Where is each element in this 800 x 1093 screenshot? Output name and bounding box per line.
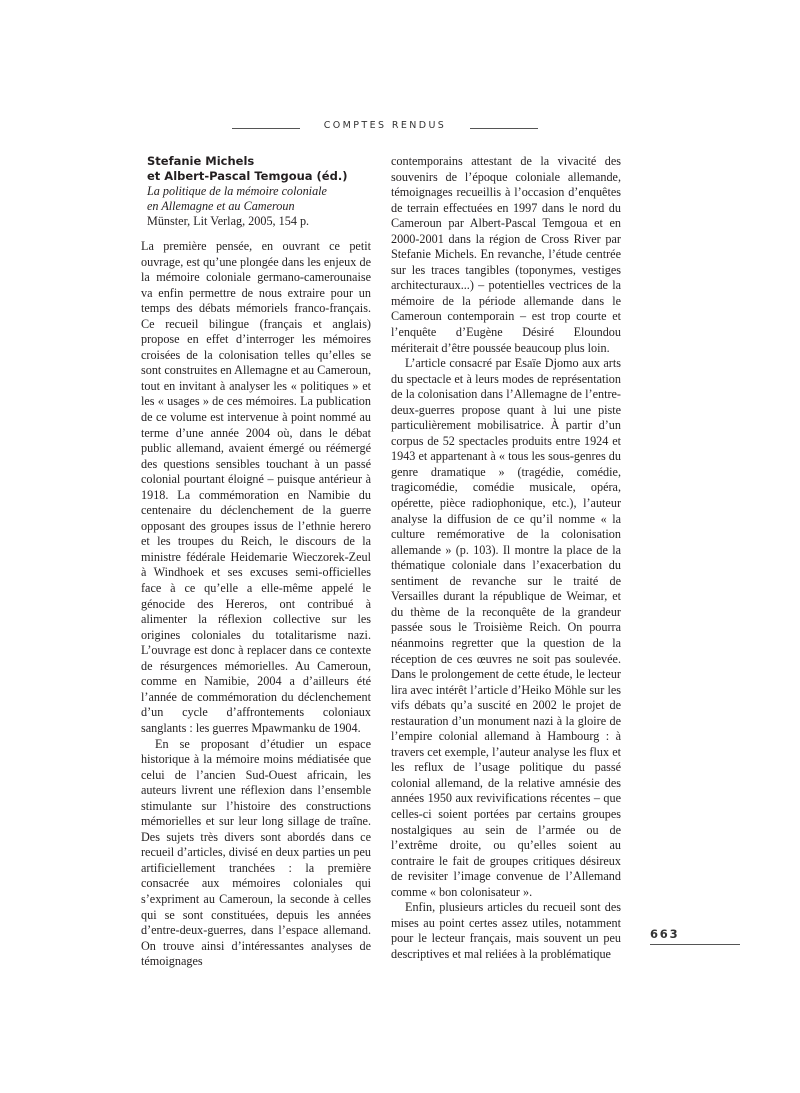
paragraph-2: En se proposant d’étudier un espace historique à la mémoire moins médiatisée que celui de l’ancien Sud-Ouest africain, les auteurs livrent une réflexion dans l’ensemble stimulante sur l’histoire des constructions mémorielles et sur leur long sillage de traîne. Des sujets très divers sont abordés dans ce recueil d’articles, divisé en deux parties un peu artificiellement tranchées : la première consacrée aux mémoires coloniales qui s’expriment au Cameroun, la seconde à celles qui se sont constituées, depuis les années d’entre-deux-guerres, dans l’espace allemand. On trouve ainsi d’intéressantes analyses de témoignages (141, 736, 371, 969)
paragraph-3: contemporains attestant de la vivacité des souvenirs de l’époque coloniale allemande, témoignages recueillis à l’occasion d’enquêtes de terrain effectuées en 1997 dans le nord du Cameroun par Albert-Pascal Temgoua et en 2000-2001 dans la région de Cross River par Stefanie Michels. En revanche, l’étude centrée sur les traces tangibles (toponymes, vestiges architecturaux...) – potentielles vectrices de la mémoire de la période allemande dans le Cameroun contemporain – est trop courte et l’enquête d’Eugène Désiré Eloundou mériterait d’être poussée beaucoup plus loin. (391, 154, 621, 355)
book-title-line-1: La politique de la mémoire coloniale (147, 184, 327, 198)
right-column (391, 154, 621, 962)
header-rule-left (232, 128, 300, 129)
book-title-line-2: en Allemagne et au Cameroun (147, 199, 295, 213)
page-number-rule (650, 944, 740, 945)
paragraph-1: La première pensée, en ouvrant ce petit ouvrage, est qu’une plongée dans les enjeux de la mémoire coloniale germano-camerounaise va enfin permettre de nous extraire pour un temps des débats mémoriels franco-français. Ce recueil bilingue (français et anglais) propose en effet d’interroger les mémoires croisées de la colonisation telles qu’elles se sont construites en Allemagne et au Cameroun, tout en invitant à analyser les « politiques » et les « usages » de ces mémoires. La publication de ce volume est intervenue à point nommé au terme d’une année 2004 où, dans le débat public allemand, avaient émergé ou réémergé des questions sensibles touchant à un passé colonial pourtant éloigné – puisque antérieur à 1918. La commémoration en Namibie du centenaire du déclenchement de la guerre opposant des groupes issus de l’ethnie herero et les troupes du Reich, le discours de la ministre fédérale Heidemarie Wieczorek-Zeul à Windhoek et ses excuses semi-officielles face à ce qu’elle a elle-même appelé le génocide des Hereros, ont contribué à alimenter la réflexion collective sur les origines coloniales du totalitarisme nazi. L’ouvrage est donc à replacer dans ce contexte de résurgences mémorielles. Au Cameroun, comme en Namibie, 2004 a d’ailleurs été l’année de commémoration du déclenchement d’un cycle d’affrontements coloniaux sanglants : les guerres Mpawmanku de 1904. (141, 239, 371, 735)
running-header (232, 118, 742, 138)
paragraph-4: L’article consacré par Esaïe Djomo aux arts du spectacle et à leurs modes de représentation de la colonisation dans l’Allemagne de l’entre-deux-guerres propose quant à lui une piste particulièrement mobilisatrice. À partir d’un corpus de 52 spectacles produits entre 1924 et 1943 et appartenant à « tous les sous-genres du genre dramatique » (tragédie, comédie, tragicomédie, comédie musicale, opéra, opérette, pièce radiophonique, etc.), l’auteur analyse la diffusion de ce qu’il nomme « la culture remémorative de la colonisation allemande » (p. 103). Il montre la place de la thématique coloniale dans l’exacerbation du sentiment de revanche sur le traité de Versailles durant la république de Weimar, et du thème de la reconquête de la grandeur passée sous le Troisième Reich. On pourra néanmoins regretter que la question de la réception de ces œuvres ne soit pas soulevée. Dans le prolongement de cette étude, le lecteur lira avec intérêt l’article d’Heiko Möhle sur les vifs débats qu’a suscité en 2002 le projet de restauration d’un monument nazi à la gloire de l’empire colonial allemand à Hambourg : à travers cet exemple, l’auteur analyse les flux et les reflux de l’usage politique du passé colonial allemand, de la relative amnésie des années 1950 aux revivifications récentes – que celles-ci soient portées par certains groupes nostalgiques au sein de l’armée ou de l’extrême droite, ou qu’elles soient au contraire le fait de groupes critiques désireux de revisiter l’image convenue de l’Allemand comme « bon colonisateur ». (391, 356, 621, 899)
left-column (141, 154, 371, 970)
section-title: COMPTES RENDUS (323, 120, 447, 131)
bibliographic-reference (147, 154, 371, 229)
publication-info: Münster, Lit Verlag, 2005, 154 p. (147, 214, 310, 228)
review-authors-line-2: et Albert-Pascal Temgoua (éd.) (147, 169, 348, 183)
paragraph-5: Enfin, plusieurs articles du recueil sont des mises au point certes assez utiles, notamment pour le lecteur français, mais souvent un peu descriptives et mal reliées à la problématique (391, 900, 621, 961)
review-authors-line-1: Stefanie Michels (147, 154, 255, 168)
header-rule-right (470, 128, 538, 129)
page-number: 663 (650, 927, 680, 941)
